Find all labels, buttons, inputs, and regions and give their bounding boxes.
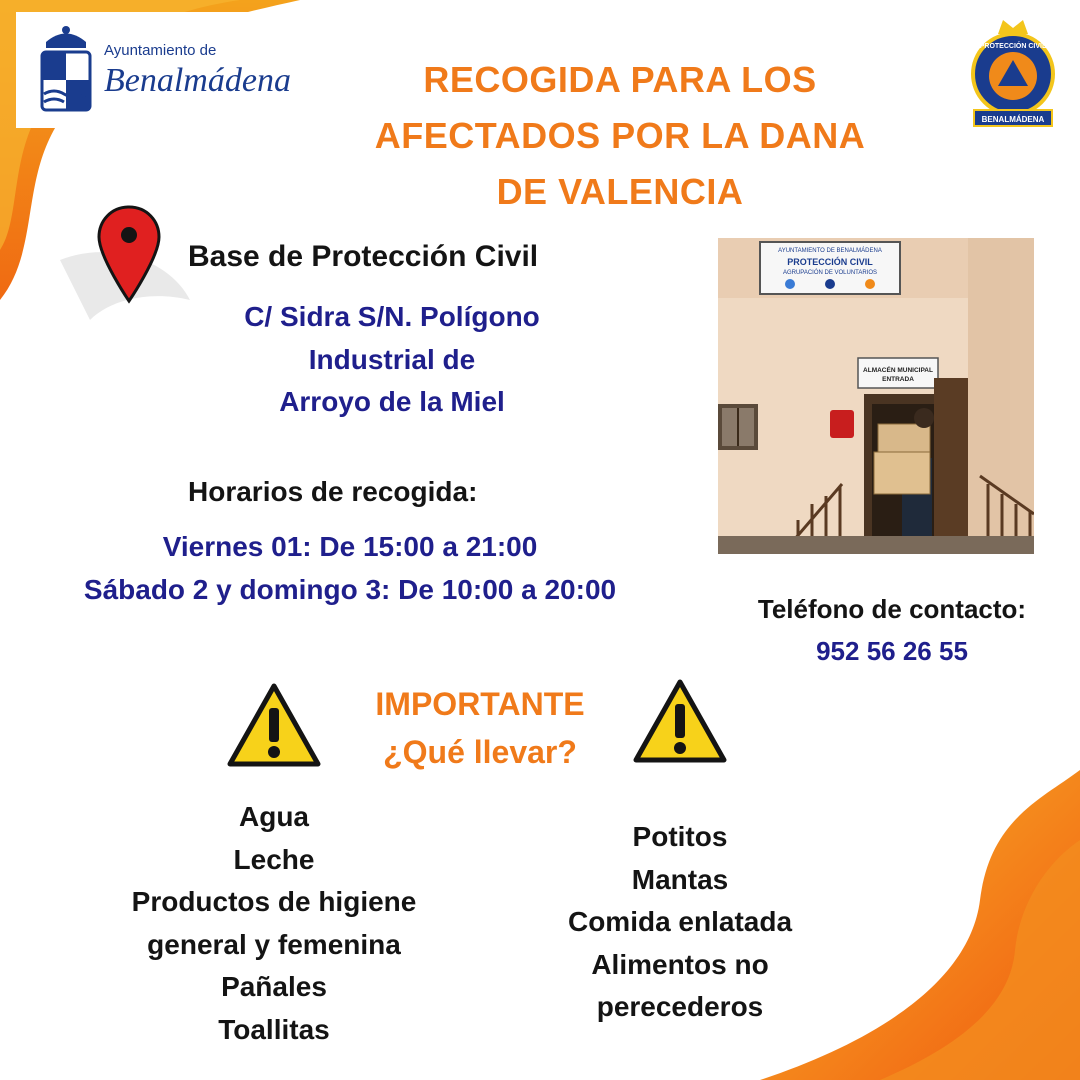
coat-of-arms-icon (36, 20, 96, 120)
items-right-list (520, 816, 840, 1029)
building-photo (718, 238, 1034, 554)
municipality-logo (16, 12, 300, 128)
photo-sign-main: PROTECCIÓN CIVIL (787, 257, 873, 267)
list-item: perecederos (596, 991, 764, 1022)
location-pin-icon (96, 205, 162, 305)
address-line-3: Arroyo de la Miel (279, 386, 505, 417)
photo-sign-top: AYUNTAMIENTO DE BENALMÁDENA (778, 248, 882, 254)
proteccion-civil-logo (968, 12, 1058, 132)
title-line-2: AFECTADOS POR LA DANA (374, 115, 866, 156)
important-heading: IMPORTANTE (375, 686, 585, 722)
page-title (320, 52, 920, 220)
schedule-line-2: Sábado 2 y domingo 3: De 10:00 a 20:00 (83, 573, 617, 605)
municipality-prefix: Ayuntamiento de (104, 42, 217, 59)
warning-icon-left (226, 682, 322, 770)
schedule-line-1: Viernes 01: De 15:00 a 21:00 (162, 531, 538, 562)
photo-sign-sub: AGRUPACIÓN DE VOLUNTARIOS (782, 270, 878, 276)
list-item: general y femenina (147, 928, 401, 960)
list-item: Mantas (631, 863, 729, 895)
municipality-name: Benalmádena (104, 62, 291, 99)
list-item: Productos de higiene (131, 886, 417, 917)
photo-door-sign-1: ALMACÉN MUNICIPAL (863, 367, 933, 374)
pc-logo-bottom-text: BENALMÁDENA (981, 115, 1045, 124)
list-item: Comida enlatada (567, 906, 793, 937)
title-line-1: RECOGIDA PARA LOS (423, 59, 817, 100)
list-item: Agua (239, 801, 309, 832)
list-item: Alimentos no (591, 948, 769, 980)
photo-door-sign-2: ENTRADA (882, 376, 914, 383)
contact-label: Teléfono de contacto: (757, 594, 1027, 624)
pc-logo-top-text: PROTECCIÓN CIVIL (979, 43, 1047, 50)
important-block (330, 680, 630, 776)
address-line-1: C/ Sidra S/N. Polígono (244, 301, 540, 332)
warning-icon-right (632, 678, 728, 766)
items-left-list (84, 796, 464, 1051)
list-item: Leche (233, 843, 315, 875)
schedule-lines (30, 526, 670, 611)
important-question: ¿Qué llevar? (383, 734, 577, 770)
schedule-heading: Horarios de recogida: (188, 476, 478, 507)
contact-block (720, 588, 1064, 672)
list-item: Pañales (221, 971, 327, 1002)
list-item: Toallitas (218, 1013, 330, 1045)
location-place: Base de Protección Civil (188, 240, 539, 273)
list-item: Potitos (632, 821, 728, 852)
title-line-3: DE VALENCIA (496, 171, 744, 212)
location-address (190, 296, 594, 424)
contact-phone: 952 56 26 55 (816, 636, 968, 666)
address-line-2: Industrial de (308, 343, 476, 375)
